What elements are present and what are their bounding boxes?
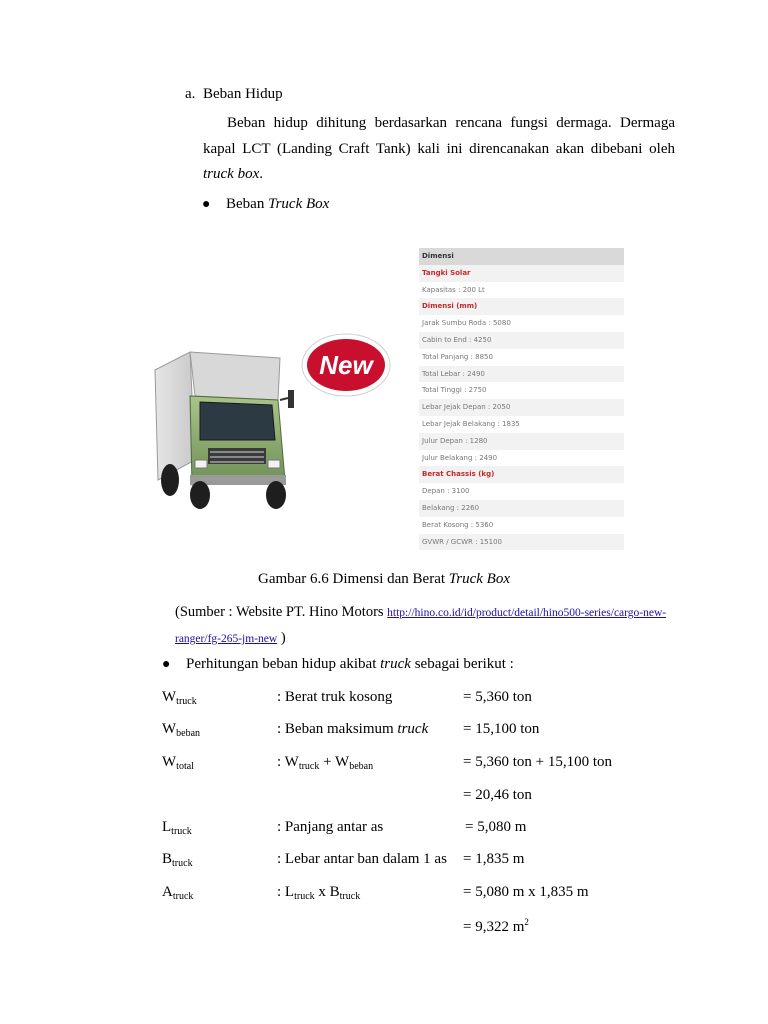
intro-paragraph xyxy=(203,111,675,188)
value: = 20,46 ton xyxy=(463,787,532,803)
new-badge xyxy=(300,332,392,398)
source-link-cont[interactable]: ranger/fg-265-jm-new xyxy=(175,633,278,645)
spec-row: Berat Kosong : 5360 xyxy=(422,520,494,529)
spec-row: Julur Belakang : 2490 xyxy=(422,453,498,462)
bullet-truck-box xyxy=(202,196,329,213)
new-badge-icon xyxy=(300,332,392,398)
truck-icon xyxy=(150,330,300,510)
value: = 9,322 $m^2$ xyxy=(463,917,529,935)
spec-row: Total Lebar : 2490 xyxy=(419,366,624,383)
bullet2-suffix: sebagai berikut : xyxy=(410,656,514,672)
spec-row: Total Panjang : 8850 xyxy=(422,352,493,361)
bullet-italic: Truck Box xyxy=(268,196,330,212)
badge-text: New xyxy=(319,350,373,380)
bullet-calculation xyxy=(162,656,514,673)
description: : $L_{truck}$ x $B_{truck}$ xyxy=(277,884,361,902)
caption-italic: Truck Box xyxy=(448,571,511,587)
paragraph-italic: truck box xyxy=(203,166,260,182)
spec-row: Lebar Jejak Depan : 2050 xyxy=(419,399,624,416)
truck-image xyxy=(150,330,300,510)
source-prefix: (Sumber : Website PT. Hino Motors xyxy=(175,604,388,620)
spec-row: Dimensi xyxy=(419,248,624,265)
spec-row: Julur Depan : 1280 xyxy=(419,433,624,450)
spec-row: Kapasitas : 200 Lt xyxy=(422,285,485,294)
description: : Panjang antar as xyxy=(277,819,384,835)
bullet-dot-icon: ● xyxy=(162,657,171,672)
symbol: $W_{truck}$ xyxy=(162,689,197,707)
spec-row: Tangki Solar xyxy=(419,265,624,282)
bullet2-text: Perhitungan beban hidup akibat xyxy=(186,656,381,672)
spec-row: Total Tinggi : 2750 xyxy=(422,386,487,395)
value: = 5,360 ton + 15,100 ton xyxy=(463,754,613,770)
source-suffix: ) xyxy=(277,630,286,646)
figure-caption xyxy=(0,571,768,588)
value: = 1,835 m xyxy=(463,851,525,867)
bullet-dot-icon: ● xyxy=(202,197,211,212)
source-citation xyxy=(175,600,715,652)
bullet-text: Beban xyxy=(226,196,269,212)
spec-row: Depan : 3100 xyxy=(422,487,470,496)
spec-row: Belakang : 2260 xyxy=(419,500,624,517)
spec-row: GVWR / GCWR : 15100 xyxy=(419,534,624,551)
source-link[interactable]: http://hino.co.id/id/product/detail/hino500-series/cargo-new- xyxy=(387,607,667,619)
section-heading xyxy=(185,86,283,103)
symbol: $A_{truck}$ xyxy=(162,884,194,902)
symbol: $B_{truck}$ xyxy=(162,851,193,869)
description: : Beban maksimum truck xyxy=(277,721,429,737)
spec-table xyxy=(419,248,624,550)
symbol: $L_{truck}$ xyxy=(162,819,192,837)
description: : Berat truk kosong xyxy=(277,689,393,705)
value: = 5,360 ton xyxy=(463,689,532,705)
spec-row: Berat Chassis (kg) xyxy=(419,466,624,483)
spec-row: Cabin to End : 4250 xyxy=(419,332,624,349)
paragraph-text: Beban hidup dihitung berdasarkan rencana fungsi dermaga. Dermaga kapal LCT (Landing Craft Tank) kali ini direncanakan akan dibebani oleh xyxy=(203,115,675,157)
value: = 5,080 m x 1,835 m xyxy=(463,884,589,900)
spec-row: Dimensi (mm) xyxy=(419,298,624,315)
bullet2-italic: truck xyxy=(380,656,411,672)
symbol: $W_{beban}$ xyxy=(162,721,201,739)
caption-text: Gambar 6.6 Dimensi dan Berat xyxy=(257,571,449,587)
spec-row: Jarak Sumbu Roda : 5080 xyxy=(422,319,511,328)
section-label: a. xyxy=(185,86,196,102)
value: = 5,080 m xyxy=(465,819,527,835)
section-title: Beban Hidup xyxy=(203,86,283,102)
description: : Lebar antar ban dalam 1 as xyxy=(277,851,447,867)
value: = 15,100 ton xyxy=(463,721,540,737)
symbol: $W_{total}$ xyxy=(162,754,194,772)
spec-row: Lebar Jejak Belakang : 1835 xyxy=(422,419,520,428)
description: : $W_{truck} + W_{beban}$ xyxy=(277,754,374,772)
paragraph-end: . xyxy=(259,166,263,182)
